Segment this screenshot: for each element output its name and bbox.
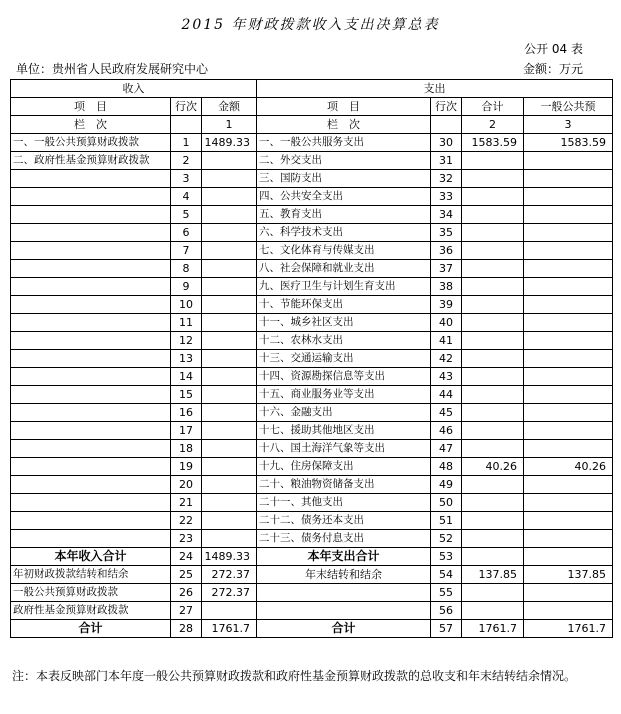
expense-general-budget — [524, 386, 613, 404]
expense-item: 四、公共安全支出 — [257, 188, 431, 206]
expense-total — [462, 332, 524, 350]
expense-row-number: 43 — [431, 368, 462, 386]
table-row — [11, 620, 613, 638]
expense-total: 40.26 — [462, 458, 524, 476]
expense-row-number: 57 — [431, 620, 462, 638]
income-amount-header: 金额 — [202, 98, 257, 116]
table-row — [11, 152, 613, 170]
expense-item: 六、科学技术支出 — [257, 224, 431, 242]
expense-general-budget — [524, 404, 613, 422]
income-amount — [202, 386, 257, 404]
expense-item: 十、节能环保支出 — [257, 296, 431, 314]
income-row-number: 16 — [171, 404, 202, 422]
expense-general-budget — [524, 314, 613, 332]
income-item — [11, 386, 171, 404]
table-row — [11, 602, 613, 620]
income-row-number: 5 — [171, 206, 202, 224]
income-item — [11, 440, 171, 458]
header-row-column-numbers — [11, 116, 613, 134]
expense-general-budget — [524, 152, 613, 170]
table-row — [11, 422, 613, 440]
income-row-number: 4 — [171, 188, 202, 206]
income-row-number: 9 — [171, 278, 202, 296]
expense-general-budget — [524, 332, 613, 350]
expense-column-label: 栏 次 — [257, 116, 431, 134]
income-row-number: 17 — [171, 422, 202, 440]
expense-total — [462, 548, 524, 566]
income-row-number: 22 — [171, 512, 202, 530]
income-row-number: 7 — [171, 242, 202, 260]
income-amount: 1761.7 — [202, 620, 257, 638]
expense-row-number: 36 — [431, 242, 462, 260]
expense-general-budget — [524, 350, 613, 368]
expense-item: 十五、商业服务业等支出 — [257, 386, 431, 404]
expense-general-budget — [524, 548, 613, 566]
income-item: 本年收入合计 — [11, 548, 171, 566]
income-row-number: 15 — [171, 386, 202, 404]
expense-total — [462, 386, 524, 404]
expense-item: 本年支出合计 — [257, 548, 431, 566]
income-amount — [202, 476, 257, 494]
header-row-columns — [11, 98, 613, 116]
income-row-number: 10 — [171, 296, 202, 314]
expense-total — [462, 224, 524, 242]
expense-total: 1761.7 — [462, 620, 524, 638]
income-row-number: 24 — [171, 548, 202, 566]
expense-row-number: 33 — [431, 188, 462, 206]
expense-row-number: 51 — [431, 512, 462, 530]
income-item — [11, 494, 171, 512]
expense-row-number: 48 — [431, 458, 462, 476]
income-item — [11, 404, 171, 422]
table-row — [11, 368, 613, 386]
income-item — [11, 530, 171, 548]
expense-general-budget — [524, 584, 613, 602]
table-row — [11, 458, 613, 476]
table-row — [11, 440, 613, 458]
expense-total — [462, 278, 524, 296]
income-amount: 272.37 — [202, 584, 257, 602]
expense-item — [257, 602, 431, 620]
income-row-number: 8 — [171, 260, 202, 278]
income-item — [11, 476, 171, 494]
income-amount — [202, 278, 257, 296]
table-row — [11, 512, 613, 530]
expense-general-header: 一般公共预 — [524, 98, 613, 116]
income-amount — [202, 422, 257, 440]
expense-general-budget — [524, 602, 613, 620]
expense-item: 十九、住房保障支出 — [257, 458, 431, 476]
income-item — [11, 296, 171, 314]
table-row — [11, 584, 613, 602]
income-row-number: 23 — [171, 530, 202, 548]
form-number: 公开 04 表 — [524, 42, 583, 56]
income-item — [11, 206, 171, 224]
expense-total — [462, 476, 524, 494]
table-row — [11, 206, 613, 224]
column-number-3: 3 — [524, 116, 613, 134]
income-amount — [202, 602, 257, 620]
expense-total — [462, 314, 524, 332]
income-item-header: 项 目 — [11, 98, 171, 116]
expense-row-number: 45 — [431, 404, 462, 422]
expense-total — [462, 206, 524, 224]
table-row — [11, 260, 613, 278]
expense-total — [462, 530, 524, 548]
expense-item: 十八、国土海洋气象等支出 — [257, 440, 431, 458]
expense-general-budget — [524, 422, 613, 440]
expense-total — [462, 170, 524, 188]
expense-row-number: 38 — [431, 278, 462, 296]
table-row — [11, 170, 613, 188]
expense-general-budget: 137.85 — [524, 566, 613, 584]
expense-row-number: 53 — [431, 548, 462, 566]
expense-general-budget — [524, 440, 613, 458]
income-item — [11, 458, 171, 476]
footnote: 注：本表反映部门本年度一般公共预算财政拨款和政府性基金预算财政拨款的总收支和年末结转结余情况。 — [12, 669, 577, 683]
expense-general-budget — [524, 530, 613, 548]
expense-row-number: 42 — [431, 350, 462, 368]
income-amount — [202, 350, 257, 368]
expense-total — [462, 440, 524, 458]
income-row-number: 11 — [171, 314, 202, 332]
income-row-number: 27 — [171, 602, 202, 620]
expense-row-number: 50 — [431, 494, 462, 512]
table-row — [11, 386, 613, 404]
expense-item: 十六、金融支出 — [257, 404, 431, 422]
income-item — [11, 224, 171, 242]
income-item — [11, 188, 171, 206]
table-body — [11, 134, 613, 638]
income-row-number: 6 — [171, 224, 202, 242]
budget-table — [10, 79, 613, 638]
expense-general-budget: 1761.7 — [524, 620, 613, 638]
income-row-number: 2 — [171, 152, 202, 170]
income-amount — [202, 152, 257, 170]
expense-row-number: 52 — [431, 530, 462, 548]
income-row-number: 25 — [171, 566, 202, 584]
income-item — [11, 332, 171, 350]
expense-row-number: 34 — [431, 206, 462, 224]
header-row-sections — [11, 80, 613, 98]
income-amount: 272.37 — [202, 566, 257, 584]
expense-total — [462, 602, 524, 620]
income-row-number: 26 — [171, 584, 202, 602]
expense-general-budget — [524, 494, 613, 512]
expense-row-number: 55 — [431, 584, 462, 602]
table-row — [11, 476, 613, 494]
expense-general-budget — [524, 512, 613, 530]
expense-item: 七、文化体育与传媒支出 — [257, 242, 431, 260]
table-row — [11, 494, 613, 512]
expense-total — [462, 422, 524, 440]
expense-general-budget — [524, 242, 613, 260]
expense-row-number: 41 — [431, 332, 462, 350]
empty-cell — [171, 116, 202, 134]
expense-total — [462, 296, 524, 314]
expense-item-header: 项 目 — [257, 98, 431, 116]
table-row — [11, 278, 613, 296]
expense-total: 137.85 — [462, 566, 524, 584]
expense-row-number: 49 — [431, 476, 462, 494]
expense-general-budget: 40.26 — [524, 458, 613, 476]
expense-total — [462, 242, 524, 260]
income-amount — [202, 296, 257, 314]
table-row — [11, 332, 613, 350]
income-amount: 1489.33 — [202, 134, 257, 152]
income-rowno-header: 行次 — [171, 98, 202, 116]
income-row-number: 21 — [171, 494, 202, 512]
expense-general-budget — [524, 296, 613, 314]
table-row — [11, 224, 613, 242]
expense-total-header: 合计 — [462, 98, 524, 116]
income-amount — [202, 440, 257, 458]
expense-item: 十七、援助其他地区支出 — [257, 422, 431, 440]
table-row — [11, 350, 613, 368]
income-amount — [202, 206, 257, 224]
expense-general-budget — [524, 224, 613, 242]
expense-row-number: 32 — [431, 170, 462, 188]
expense-total — [462, 260, 524, 278]
expense-row-number: 39 — [431, 296, 462, 314]
column-number-2: 2 — [462, 116, 524, 134]
expense-item: 二十三、债务付息支出 — [257, 530, 431, 548]
amount-unit: 金额：万元 — [522, 62, 583, 76]
expense-item — [257, 584, 431, 602]
income-row-number: 28 — [171, 620, 202, 638]
income-header: 收入 — [11, 80, 257, 98]
income-item — [11, 170, 171, 188]
expense-total — [462, 368, 524, 386]
expense-total: 1583.59 — [462, 134, 524, 152]
expense-row-number: 56 — [431, 602, 462, 620]
expense-item: 十二、农林水支出 — [257, 332, 431, 350]
income-amount — [202, 332, 257, 350]
income-amount — [202, 512, 257, 530]
income-row-number: 14 — [171, 368, 202, 386]
expense-row-number: 46 — [431, 422, 462, 440]
income-item — [11, 314, 171, 332]
expense-row-number: 47 — [431, 440, 462, 458]
expense-item: 十一、城乡社区支出 — [257, 314, 431, 332]
income-item: 一般公共预算财政拨款 — [11, 584, 171, 602]
expense-row-number: 54 — [431, 566, 462, 584]
income-item: 二、政府性基金预算财政拨款 — [11, 152, 171, 170]
expense-general-budget — [524, 260, 613, 278]
expense-item: 十三、交通运输支出 — [257, 350, 431, 368]
income-amount — [202, 224, 257, 242]
expense-item: 年末结转和结余 — [257, 566, 431, 584]
expense-row-number: 37 — [431, 260, 462, 278]
expense-general-budget — [524, 188, 613, 206]
expense-row-number: 31 — [431, 152, 462, 170]
expense-item: 二十二、债务还本支出 — [257, 512, 431, 530]
income-amount — [202, 260, 257, 278]
income-item: 政府性基金预算财政拨款 — [11, 602, 171, 620]
income-item — [11, 278, 171, 296]
unit-label: 单位：贵州省人民政府发展研究中心 — [16, 62, 209, 76]
expense-item: 二十一、其他支出 — [257, 494, 431, 512]
table-row — [11, 296, 613, 314]
expense-total — [462, 494, 524, 512]
income-item: 年初财政拨款结转和结余 — [11, 566, 171, 584]
income-item — [11, 260, 171, 278]
expense-row-number: 44 — [431, 386, 462, 404]
expense-general-budget — [524, 206, 613, 224]
expense-item: 二十、粮油物资储备支出 — [257, 476, 431, 494]
income-row-number: 18 — [171, 440, 202, 458]
expense-item: 合计 — [257, 620, 431, 638]
expense-item: 三、国防支出 — [257, 170, 431, 188]
table-row — [11, 530, 613, 548]
expense-row-number: 30 — [431, 134, 462, 152]
income-amount — [202, 188, 257, 206]
income-row-number: 1 — [171, 134, 202, 152]
income-amount — [202, 494, 257, 512]
table-row — [11, 314, 613, 332]
expense-item: 五、教育支出 — [257, 206, 431, 224]
expense-general-budget: 1583.59 — [524, 134, 613, 152]
income-row-number: 12 — [171, 332, 202, 350]
report-title: 2015 年财政拨款收入支出决算总表 — [181, 17, 440, 33]
expense-general-budget — [524, 170, 613, 188]
income-row-number: 20 — [171, 476, 202, 494]
income-amount — [202, 242, 257, 260]
empty-cell — [431, 116, 462, 134]
income-item — [11, 422, 171, 440]
income-amount — [202, 458, 257, 476]
income-row-number: 19 — [171, 458, 202, 476]
expense-general-budget — [524, 278, 613, 296]
column-number-1: 1 — [202, 116, 257, 134]
table-row — [11, 404, 613, 422]
income-item — [11, 368, 171, 386]
income-amount — [202, 368, 257, 386]
income-item: 合计 — [11, 620, 171, 638]
expense-item: 二、外交支出 — [257, 152, 431, 170]
income-amount — [202, 314, 257, 332]
expense-total — [462, 404, 524, 422]
table-row — [11, 548, 613, 566]
income-amount: 1489.33 — [202, 548, 257, 566]
expense-item: 八、社会保障和就业支出 — [257, 260, 431, 278]
expense-total — [462, 512, 524, 530]
expense-item: 十四、资源勘探信息等支出 — [257, 368, 431, 386]
expense-total — [462, 584, 524, 602]
expense-item: 一、一般公共服务支出 — [257, 134, 431, 152]
income-item — [11, 350, 171, 368]
expense-total — [462, 152, 524, 170]
expense-general-budget — [524, 476, 613, 494]
income-row-number: 3 — [171, 170, 202, 188]
income-column-label: 栏 次 — [11, 116, 171, 134]
expense-total — [462, 350, 524, 368]
expense-total — [462, 188, 524, 206]
income-amount — [202, 530, 257, 548]
income-amount — [202, 170, 257, 188]
income-item — [11, 242, 171, 260]
table-row — [11, 566, 613, 584]
income-row-number: 13 — [171, 350, 202, 368]
income-amount — [202, 404, 257, 422]
expense-general-budget — [524, 368, 613, 386]
expense-header: 支出 — [257, 80, 613, 98]
expense-item: 九、医疗卫生与计划生育支出 — [257, 278, 431, 296]
table-row — [11, 134, 613, 152]
expense-row-number: 40 — [431, 314, 462, 332]
income-item — [11, 512, 171, 530]
expense-rowno-header: 行次 — [431, 98, 462, 116]
expense-row-number: 35 — [431, 224, 462, 242]
income-item: 一、一般公共预算财政拨款 — [11, 134, 171, 152]
table-row — [11, 242, 613, 260]
table-row — [11, 188, 613, 206]
